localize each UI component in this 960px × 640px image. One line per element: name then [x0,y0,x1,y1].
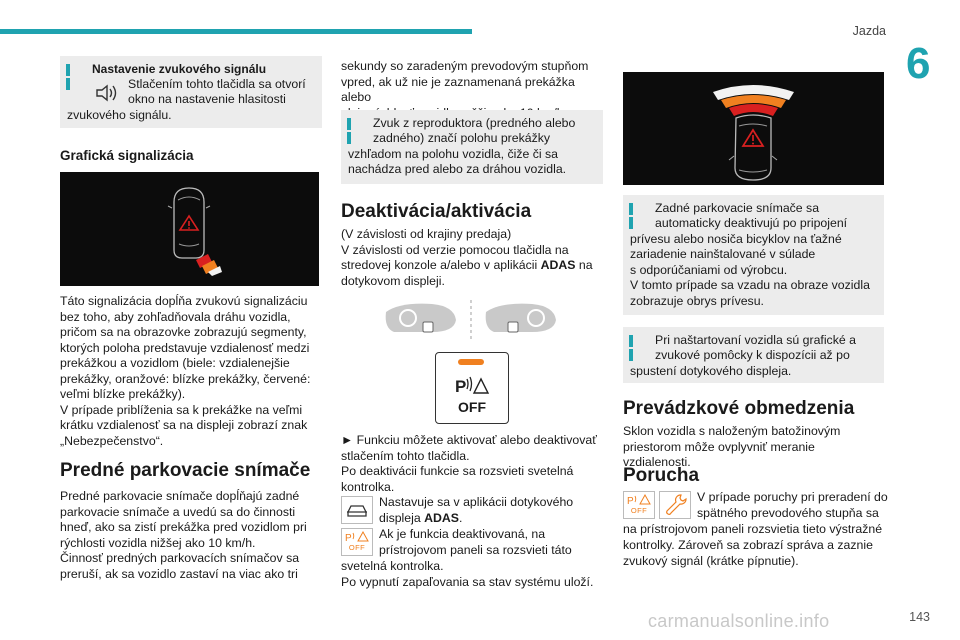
page-number: 143 [909,610,930,624]
limits-heading: Prevádzkové obmedzenia [623,398,855,419]
text-line: (V závislosti od krajiny predaja) [341,227,512,241]
info-icon [629,203,633,215]
text-line: stlačením tohto tlačidla. [341,448,470,463]
note-line: Zvuk z reproduktora (predného alebo [373,116,576,130]
parking-sensor-icon [454,375,490,397]
fault-text-5: zvukový signál (krátke pípnutie). [623,554,799,568]
watermark: carmanualsonline.info [648,611,830,631]
indicator-led [458,359,484,365]
note-line: zobrazuje obrys prívesu. [630,294,764,308]
text-line: V závislosti od verzie pomocou tlačidla na [341,242,569,257]
note-line: zariadenie nainštalované v súlade [630,247,816,261]
note-text-3: zvukového signálu. [67,108,172,122]
fault-heading: Porucha [623,465,700,486]
car-settings-icon [341,496,373,524]
text-line: ktorých poloha predstavuje vzdialenosť medzi [60,340,310,355]
off-label: OFF [630,506,648,515]
note-line: automaticky deaktivujú po pripojení [655,216,848,230]
text-line: sekundy so zaradeným prevodovým stupňom [341,59,589,73]
fault-text-1: V prípade poruchy pri preradení do [697,490,888,504]
text-fragment: . [458,511,463,525]
text-line: pričom sa na obrazovke zobrazujú segmenty, [60,325,307,339]
text-line [341,258,603,274]
text-fragment: displeja [379,511,425,525]
text-line: rýchlosti vozidla nižšej ako 10 km/h. [60,535,256,550]
note-sound-signal [60,56,322,128]
text-line: „Nebezpečenstvo“. [60,433,164,448]
note-line: zvukové pomôcky k dispozícii až po [655,348,850,362]
info-icon [629,335,633,347]
car-icon-text-2 [379,511,462,527]
note-text-1: Stlačením tohto tlačidla sa otvorí [128,77,306,91]
text-line: Činnosť predných parkovacích snímačov sa [60,551,300,565]
text-line: dotykovom displeji. [341,273,445,288]
section-label: Jazda [852,24,886,38]
text-line: Sklon vozidla s naloženým batožinovým [623,424,841,438]
poff-text-2: prístrojovom paneli sa rozsvieti táto [379,543,572,557]
speaker-icon [94,82,120,104]
svg-text:P: P [455,377,467,396]
info-icon [347,118,351,130]
poff-text-1: Ak je funkcia deaktivovaná, na [379,527,546,541]
text-line: krátku vzdialenosť sa na displeji zobrazí znak [60,418,308,432]
adas-label: ADAS [424,511,459,525]
front-sensors-text [60,489,322,582]
adas-label: ADAS [540,258,576,272]
info-icon-stem [629,349,633,361]
graphic-signal-image [60,172,319,286]
text-line: prekážky, oranžové: blízke prekážky, červené: [60,371,311,386]
note-line: zadného) značí polohu prekážky [373,131,551,145]
text-line: vpred, ak už nie je zaznamenaná prekážka alebo [341,74,575,104]
text-line: Predné parkovacie snímače dopĺňajú zadné [60,489,300,503]
note-line: s odporúčaniami od výrobcu. [630,263,788,277]
deactivation-heading: Deaktivácia/aktivácia [341,201,532,222]
wrench-icon [660,492,690,518]
rear-sensor-image [623,72,884,185]
info-icon [66,64,70,76]
front-sensors-heading: Predné parkovacie snímače [60,460,311,481]
deactivation-text [341,227,603,289]
off-label: OFF [458,399,486,415]
fault-text-4: kontrolky. Zároveň sa zobrazí správa a zaznie [623,538,873,552]
graphic-heading: Grafická signalizácia [60,148,194,163]
center-console-illustration [380,298,570,344]
note-line: V tomto prípade sa vzadu na obraze vozidla [630,278,870,292]
fault-p-off-icon-box [623,491,655,519]
info-icon-stem [66,78,70,90]
text-line: kontrolka. [341,479,395,494]
chapter-number: 6 [906,39,931,88]
final-line: Po vypnutí zapaľovania sa stav systému uloží. [341,575,594,589]
off-label: OFF [348,543,366,552]
header-accent-bar [0,29,472,34]
text-fragment: stredovej konzole a/alebo v aplikácii [341,258,541,272]
action-text [341,433,603,495]
text-line: bez toho, aby zohľadňovala dráhu vozidla, [60,309,291,324]
park-sensor-off-warning-icon [341,528,373,556]
car-top-view-rear-warning [60,172,319,286]
note-start [623,327,884,383]
svg-text:P: P [345,533,352,544]
note-line: Zadné parkovacie snímače sa [655,201,820,215]
poff-text-3: svetelná kontrolka. [341,559,444,573]
text-line: Po deaktivácii funkcie sa rozsvieti svetelná [341,464,574,478]
note-line: Pri naštartovaní vozidla sú grafické a [655,333,856,347]
text-line: ► Funkciu môžete aktivovať alebo deaktivovať [341,433,597,447]
limits-text [623,424,885,471]
car-icon-text-1: Nastavuje sa v aplikácii dotykového [379,495,574,509]
note-line: prívesu alebo nosiča bicyklov na ťažné [630,232,842,246]
text-line: preruší, ak sa vozidlo zastaví na viac ako tri [60,566,298,581]
fault-text-3: na prístrojovom paneli rozsvietia tieto výstražné [623,522,883,536]
info-icon-stem [347,132,351,144]
note-speaker [341,110,603,184]
text-fragment: na [575,258,593,272]
text-line: hneď, ako sa zistí prekážka pred vozidlom pri [60,520,307,534]
fault-wrench-icon-box [659,491,691,519]
text-line: priestorom môže ovplyvniť meranie vzdialenosti. [623,439,815,469]
car-top-view-rear-warning-large [623,72,884,185]
info-icon-stem [629,217,633,229]
text-line: veľmi blízke prekážky). [60,387,186,401]
note-text-2: okno na nastavenie hlasitosti [128,92,286,106]
text-line: parkovacie snímače a uvedú sa do činnosti [60,504,296,519]
text-line: Táto signalizácia dopĺňa zvukovú signalizáciu [60,294,308,308]
note-line: nachádza pred alebo za dráhou vozidla. [348,162,567,176]
text-line: V prípade priblíženia sa k prekážke na veľmi [60,402,303,417]
svg-text:P: P [627,496,634,507]
graphic-text [60,294,322,449]
fault-text-2: spätného prevodového stupňa sa [697,506,879,520]
car-icon [342,497,372,523]
note-title: Nastavenie zvukového signálu [92,62,267,76]
park-assist-off-button[interactable] [435,352,509,424]
note-rear-deactivate [623,195,884,315]
text-line: prekážkou a vozidlom (biele: vzdialenejšie [60,356,290,370]
note-line: spustení dotykového displeja. [630,364,792,378]
note-line: vzhľadom na polohu vozidla, čiže či sa [348,147,559,161]
